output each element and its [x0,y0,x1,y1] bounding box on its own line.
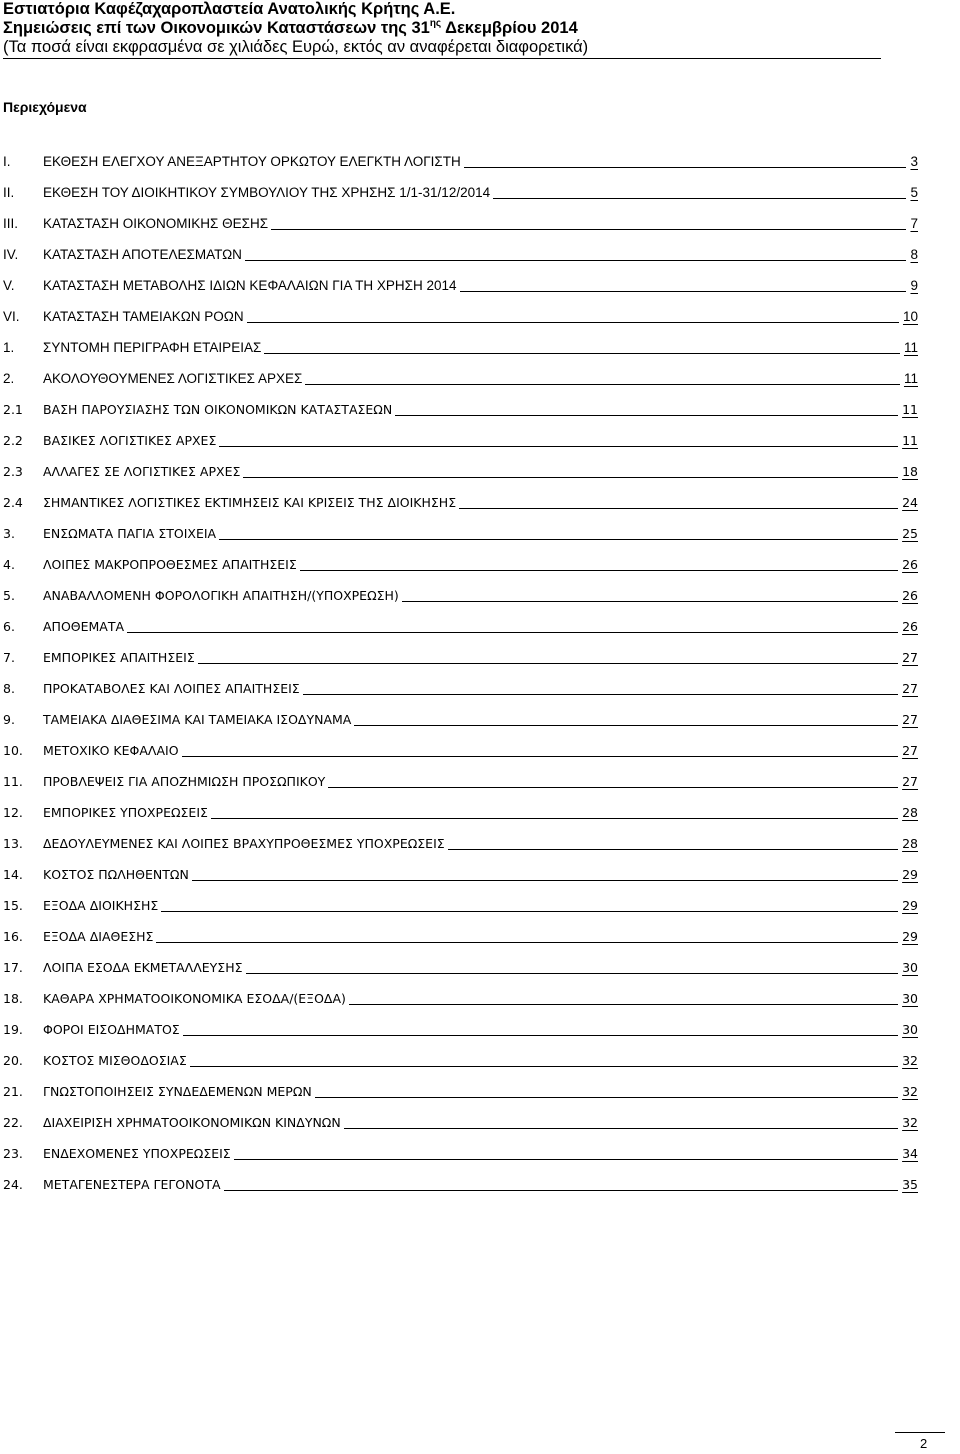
toc-entry-number: 21. [3,1084,23,1099]
toc-leader-line [127,630,898,633]
toc-entry[interactable] [3,274,918,294]
toc-entry-page: 26 [902,588,918,603]
toc-leader-line [246,971,899,974]
toc-entry[interactable] [3,708,918,728]
toc-leader-line [247,320,899,323]
toc-entry-number: 6. [3,619,15,634]
toc-entry-number: 2. [3,371,15,386]
toc-entry-page: 18 [902,464,918,479]
toc-entry-number: IV. [3,247,19,262]
toc-entry-label: ΛΟΙΠΕΣ ΜΑΚΡΟΠΡΟΘΕΣΜΕΣ ΑΠΑΙΤΗΣΕΙΣ [43,557,297,572]
toc-entry[interactable] [3,305,918,325]
toc-leader-line [459,506,898,509]
toc-entry-label: ΓΝΩΣΤΟΠΟΙΗΣΕΙΣ ΣΥΝΔΕΔΕΜΕΝΩΝ ΜΕΡΩΝ [43,1084,312,1099]
toc-entry-number: 16. [3,929,23,944]
toc-entry-page: 27 [902,712,918,727]
toc-entry-page: 30 [902,991,918,1006]
toc-leader-line [264,351,900,354]
toc-leader-line [234,1157,898,1160]
toc-leader-line [219,537,898,540]
toc-entry-label: ΜΕΤΑΓΕΝΕΣΤΕΡΑ ΓΕΓΟΝΟΤΑ [43,1177,221,1192]
toc-leader-line [243,475,898,478]
toc-entry[interactable] [3,553,918,573]
toc-entry-number: 22. [3,1115,23,1130]
toc-entry-page: 26 [902,619,918,634]
toc-entry-number: 8. [3,681,15,696]
toc-entry[interactable] [3,243,918,263]
toc-entry-number: 2.4 [3,495,23,510]
toc-entry[interactable] [3,739,918,759]
toc-entry-number: 15. [3,898,23,913]
contents-heading: Περιεχόμενα [3,99,87,115]
toc-entry-label: ΑΝΑΒΑΛΛΟΜΕΝΗ ΦΟΡΟΛΟΓΙΚΗ ΑΠΑΙΤΗΣΗ/(ΥΠΟΧΡΕΩΣΗ) [43,588,399,603]
toc-entry-number: 1. [3,340,15,355]
toc-entry-label: ΠΡΟΚΑΤΑΒΟΛΕΣ ΚΑΙ ΛΟΙΠΕΣ ΑΠΑΙΤΗΣΕΙΣ [43,681,300,696]
toc-entry-label: ΔΕΔΟΥΛΕΥΜΕΝΕΣ ΚΑΙ ΛΟΙΠΕΣ ΒΡΑΧΥΠΡΟΘΕΣΜΕΣ ΥΠΟΧΡΕΩΣΕΙΣ [43,836,445,851]
toc-entry[interactable] [3,1018,918,1038]
toc-entry-number: 5. [3,588,15,603]
toc-entry[interactable] [3,770,918,790]
toc-entry-page: 28 [902,805,918,820]
toc-entry[interactable] [3,801,918,821]
toc-entry-page: 27 [902,743,918,758]
toc-entry[interactable] [3,894,918,914]
toc-entry-label: ΚΑΤΑΣΤΑΣΗ ΟΙΚΟΝΟΜΙΚΗΣ ΘΕΣΗΣ [43,216,269,231]
toc-entry-number: 18. [3,991,23,1006]
toc-entry-number: 14. [3,867,23,882]
toc-leader-line [460,289,907,292]
page-number: 2 [920,1436,928,1451]
toc-leader-line [344,1126,898,1129]
toc-entry-label: ΚΟΣΤΟΣ ΠΩΛΗΘΕΝΤΩΝ [43,867,189,882]
toc-entry-page: 32 [902,1115,918,1130]
toc-entry[interactable] [3,398,918,418]
toc-entry-page: 30 [902,1022,918,1037]
notes-title-suffix: Δεκεμβρίου 2014 [441,19,578,37]
toc-entry-number: VI. [3,309,20,324]
toc-entry-page: 27 [902,681,918,696]
toc-entry-label: ΒΑΣΗ ΠΑΡΟΥΣΙΑΣΗΣ ΤΩΝ ΟΙΚΟΝΟΜΙΚΩΝ ΚΑΤΑΣΤΑΣΕΩΝ [43,402,393,417]
toc-entry-number: 3. [3,526,15,541]
toc-leader-line [245,258,907,261]
toc-entry-label: ΚΑΤΑΣΤΑΣΗ ΜΕΤΑΒΟΛΗΣ ΙΔΙΩΝ ΚΕΦΑΛΑΙΩΝ ΓΙΑ ΤΗ ΧΡΗΣΗ 2014 [43,278,457,293]
toc-leader-line [448,847,898,850]
toc-leader-line [300,568,898,571]
toc-entry-label: ΕΝΣΩΜΑΤΑ ΠΑΓΙΑ ΣΤΟΙΧΕΙΑ [43,526,217,541]
toc-entry-page: 8 [910,247,918,262]
toc-entry-label: ΛΟΙΠΑ ΕΣΟΔΑ ΕΚΜΕΤΑΛΛΕΥΣΗΣ [43,960,243,975]
toc-entry-page: 29 [902,867,918,882]
toc-entry-label: ΚΑΤΑΣΤΑΣΗ ΤΑΜΕΙΑΚΩΝ ΡΟΩΝ [43,309,244,324]
toc-leader-line [303,692,898,695]
toc-entry-number: 2.3 [3,464,23,479]
toc-leader-line [224,1188,899,1191]
toc-entry-label: ΕΞΟΔΑ ΔΙΟΙΚΗΣΗΣ [43,898,159,913]
toc-entry-label: ΚΑΘΑΡΑ ΧΡΗΜΑΤΟΟΙΚΟΝΟΜΙΚΑ ΕΣΟΔΑ/(ΕΞΟΔΑ) [43,991,346,1006]
toc-entry-label: ΒΑΣΙΚΕΣ ΛΟΓΙΣΤΙΚΕΣ ΑΡΧΕΣ [43,433,217,448]
toc-entry-label: ΣΗΜΑΝΤΙΚΕΣ ΛΟΓΙΣΤΙΚΕΣ ΕΚΤΙΜΗΣΕΙΣ ΚΑΙ ΚΡΙΣΕΙΣ ΤΗΣ ΔΙΟΙΚΗΣΗΣ [43,495,457,510]
toc-entry-page: 24 [902,495,918,510]
toc-entry[interactable] [3,615,918,635]
toc-entry-label: ΑΚΟΛΟΥΘΟΥΜΕΝΕΣ ΛΟΓΙΣΤΙΚΕΣ ΑΡΧΕΣ [43,371,303,386]
toc-entry[interactable] [3,832,918,852]
toc-entry-number: 17. [3,960,23,975]
toc-entry-number: 19. [3,1022,23,1037]
toc-leader-line [198,661,898,664]
toc-entry-label: ΕΜΠΟΡΙΚΕΣ ΑΠΑΙΤΗΣΕΙΣ [43,650,195,665]
toc-entry[interactable] [3,367,918,387]
toc-entry-number: II. [3,185,15,200]
table-of-contents [3,0,918,1240]
toc-entry[interactable] [3,1080,918,1100]
toc-entry-page: 11 [902,433,918,448]
toc-leader-line [493,196,906,199]
toc-entry-label: ΕΝΔΕΧΟΜΕΝΕΣ ΥΠΟΧΡΕΩΣΕΙΣ [43,1146,231,1161]
toc-entry[interactable] [3,1049,918,1069]
toc-entry[interactable] [3,429,918,449]
toc-entry-page: 29 [902,898,918,913]
toc-entry-page: 10 [902,309,918,324]
toc-entry-number: 11. [3,774,23,789]
toc-leader-line [211,816,898,819]
toc-entry-label: ΕΞΟΔΑ ΔΙΑΘΕΣΗΣ [43,929,154,944]
notes-title-prefix: Σημειώσεις επί των Οικονομικών Καταστάσεων της 31 [3,19,430,37]
toc-entry-page: 25 [902,526,918,541]
toc-entry-label: ΚΟΣΤΟΣ ΜΙΣΘΟΔΟΣΙΑΣ [43,1053,187,1068]
toc-entry-label: ΜΕΤΟΧΙΚΟ ΚΕΦΑΛΑΙΟ [43,743,179,758]
toc-leader-line [328,785,898,788]
toc-leader-line [156,940,898,943]
toc-entry[interactable] [3,956,918,976]
toc-entry-number: 23. [3,1146,23,1161]
toc-entry-number: III. [3,216,19,231]
page-number-rule [895,1432,945,1433]
toc-entry-number: 2.1 [3,402,23,417]
toc-entry[interactable] [3,212,918,232]
toc-entry[interactable] [3,150,918,170]
toc-entry-page: 27 [902,774,918,789]
toc-entry-label: ΕΚΘΕΣΗ ΤΟΥ ΔΙΟΙΚΗΤΙΚΟΥ ΣΥΜΒΟΥΛΙΟΥ ΤΗΣ ΧΡΗΣΗΣ 1/1-31/12/2014 [43,185,491,200]
toc-entry[interactable] [3,677,918,697]
toc-entry-page: 9 [910,278,918,293]
toc-entry-label: ΔΙΑΧΕΙΡΙΣΗ ΧΡΗΜΑΤΟΟΙΚΟΝΟΜΙΚΩΝ ΚΙΝΔΥΝΩΝ [43,1115,341,1130]
toc-leader-line [354,723,898,726]
toc-entry-number: 10. [3,743,23,758]
toc-leader-line [305,382,900,385]
toc-entry-number: 2.2 [3,433,23,448]
toc-entry[interactable] [3,336,918,356]
toc-entry-number: 7. [3,650,15,665]
toc-entry[interactable] [3,460,918,480]
toc-entry-number: 9. [3,712,15,727]
toc-entry-label: ΕΜΠΟΡΙΚΕΣ ΥΠΟΧΡΕΩΣΕΙΣ [43,805,208,820]
toc-entry[interactable] [3,1173,918,1193]
toc-leader-line [192,878,898,881]
toc-entry-page: 11 [902,402,918,417]
toc-entry[interactable] [3,1142,918,1162]
toc-entry-page: 27 [902,650,918,665]
toc-leader-line [395,413,898,416]
toc-entry[interactable] [3,1111,918,1131]
toc-entry-page: 30 [902,960,918,975]
toc-entry-number: 13. [3,836,23,851]
toc-leader-line [464,165,907,168]
toc-entry[interactable] [3,584,918,604]
toc-entry-page: 34 [902,1146,918,1161]
toc-entry-label: ΚΑΤΑΣΤΑΣΗ ΑΠΟΤΕΛΕΣΜΑΤΩΝ [43,247,242,262]
toc-entry-page: 32 [902,1084,918,1099]
toc-entry-label: ΤΑΜΕΙΑΚΑ ΔΙΑΘΕΣΙΜΑ ΚΑΙ ΤΑΜΕΙΑΚΑ ΙΣΟΔΥΝΑΜΑ [43,712,352,727]
toc-entry-number: 12. [3,805,23,820]
toc-entry-label: ΣΥΝΤΟΜΗ ΠΕΡΙΓΡΑΦΗ ΕΤΑΙΡΕΙΑΣ [43,340,262,355]
toc-entry-label: ΑΠΟΘΕΜΑΤΑ [43,619,125,634]
toc-entry-page: 11 [903,371,918,386]
toc-entry-page: 26 [902,557,918,572]
toc-leader-line [349,1002,898,1005]
toc-entry-page: 29 [902,929,918,944]
toc-entry-page: 7 [910,216,918,231]
toc-entry-number: 4. [3,557,15,572]
toc-entry[interactable] [3,522,918,542]
toc-entry[interactable] [3,491,918,511]
toc-entry-page: 32 [902,1053,918,1068]
toc-leader-line [315,1095,898,1098]
toc-leader-line [161,909,898,912]
toc-entry-label: ΠΡΟΒΛΕΨΕΙΣ ΓΙΑ ΑΠΟΖΗΜΙΩΣΗ ΠΡΟΣΩΠΙΚΟΥ [43,774,326,789]
toc-entry[interactable] [3,987,918,1007]
toc-entry-page: 28 [902,836,918,851]
amounts-note: (Τα ποσά είναι εκφρασμένα σε χιλιάδες Ευρώ, εκτός αν αναφέρεται διαφορετικά) [3,38,881,59]
toc-entry-page: 5 [910,185,918,200]
toc-leader-line [402,599,898,602]
toc-leader-line [182,754,899,757]
toc-entry-number: V. [3,278,15,293]
toc-entry-number: 20. [3,1053,23,1068]
toc-entry-number: 24. [3,1177,23,1192]
toc-entry-label: ΦΟΡΟΙ ΕΙΣΟΔΗΜΑΤΟΣ [43,1022,180,1037]
toc-entry-number: I. [3,154,11,169]
toc-entry[interactable] [3,181,918,201]
toc-entry-label: ΕΚΘΕΣΗ ΕΛΕΓΧΟΥ ΑΝΕΞΑΡΤΗΤΟΥ ΟΡΚΩΤΟΥ ΕΛΕΓΚΤΗ ΛΟΓΙΣΤΗ [43,154,461,169]
toc-entry[interactable] [3,863,918,883]
toc-leader-line [183,1033,898,1036]
toc-entry[interactable] [3,925,918,945]
toc-entry[interactable] [3,646,918,666]
toc-entry-page: 11 [903,340,918,355]
notes-title-sup: ης [429,17,442,29]
toc-entry-page: 35 [902,1177,918,1192]
toc-entry-page: 3 [910,154,918,169]
toc-leader-line [219,444,898,447]
toc-leader-line [190,1064,898,1067]
company-name: Εστιατόρια Καφέζαχαροπλαστεία Ανατολικής Κρήτης Α.Ε. [3,0,456,18]
toc-leader-line [271,227,906,230]
toc-entry-label: ΑΛΛΑΓΕΣ ΣΕ ΛΟΓΙΣΤΙΚΕΣ ΑΡΧΕΣ [43,464,241,479]
